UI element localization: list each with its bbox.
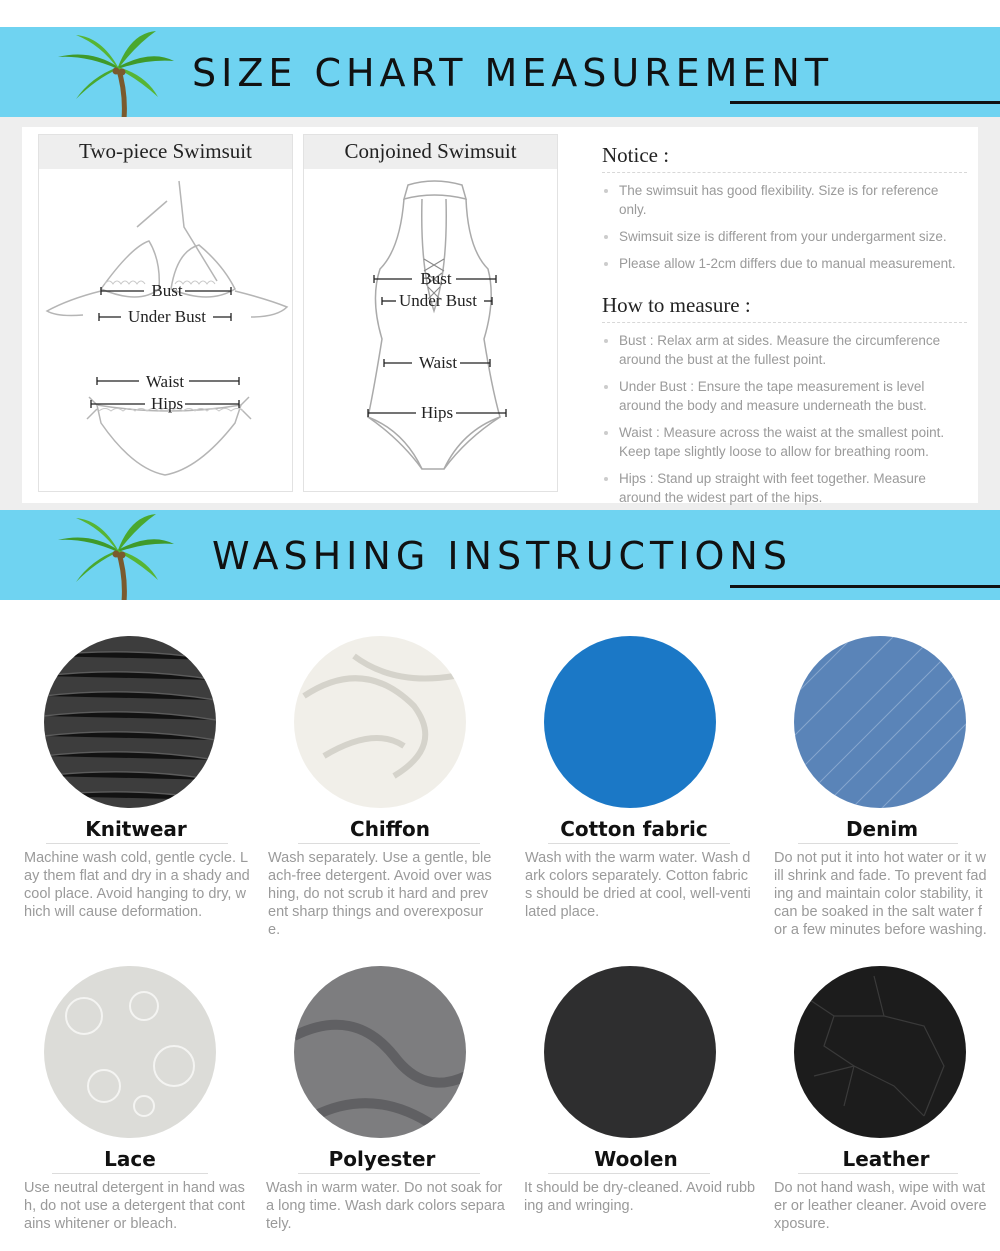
divider — [798, 843, 958, 844]
two-piece-title: Two-piece Swimsuit — [39, 135, 292, 169]
conjoined-under-bust-label: Under Bust — [399, 291, 477, 310]
polyester-description: Wash in warm water. Do not soak for a long time. Wash dark colors separately. — [266, 1180, 505, 1232]
cotton-fabric-description: Wash with the warm water. Wash dark colors separately. Cotton fabrics should be dried at cool, well-ventilated place. — [525, 850, 751, 920]
divider — [548, 843, 730, 844]
knitwear-name: Knitwear — [85, 817, 187, 841]
size-chart-panel — [0, 117, 1000, 510]
title-underline — [730, 101, 1000, 104]
leather-description: Do not hand wash, wipe with water or leather cleaner. Avoid overexposure. — [774, 1180, 987, 1232]
woolen-description: It should be dry-cleaned. Avoid rubbing and wringing. — [524, 1180, 756, 1214]
size-chart-title: SIZE CHART MEASUREMENT — [192, 51, 834, 95]
how-to-item: Waist : Measure across the waist at the smallest point. Keep tape slightly loose to allow for breathing room. — [602, 423, 967, 461]
chiffon-name: Chiffon — [350, 817, 430, 841]
divider — [52, 1173, 208, 1174]
knitwear-swatch — [44, 636, 216, 808]
notice-item: The swimsuit has good flexibility. Size is for reference only. — [602, 181, 967, 219]
two-piece-bust-label: Bust — [151, 281, 183, 300]
how-to-measure-heading: How to measure : — [602, 293, 967, 323]
two-piece-diagram — [39, 169, 292, 491]
conjoined-card — [303, 134, 558, 492]
cotton-fabric-name: Cotton fabric — [560, 817, 708, 841]
chiffon-swatch — [294, 636, 466, 808]
washing-grid — [0, 600, 1000, 1251]
palm-tree-icon — [46, 27, 176, 117]
notice-item: Swimsuit size is different from your undergarment size. — [602, 227, 967, 246]
notice-item: Please allow 1-2cm differs due to manual measurement. — [602, 254, 967, 273]
conjoined-bust-label: Bust — [420, 269, 452, 288]
denim-name: Denim — [845, 817, 919, 841]
polyester-swatch — [294, 966, 466, 1138]
washing-title: WASHING INSTRUCTIONS — [212, 534, 792, 578]
divider — [46, 843, 228, 844]
divider — [798, 1173, 958, 1174]
woolen-swatch — [544, 966, 716, 1138]
two-piece-hips-label: Hips — [150, 394, 184, 413]
notice-heading: Notice : — [602, 143, 967, 173]
lace-swatch — [44, 966, 216, 1138]
two-piece-waist-label: Waist — [145, 372, 185, 391]
title-underline — [730, 585, 1000, 588]
leather-name: Leather — [842, 1147, 930, 1171]
how-to-item: Under Bust : Ensure the tape measurement is level around the body and measure underneath the bust. — [602, 377, 967, 415]
palm-tree-icon — [46, 510, 176, 600]
how-to-item: Hips : Stand up straight with feet together. Measure around the widest part of the hips. — [602, 469, 967, 507]
two-piece-under-bust-label: Under Bust — [128, 307, 206, 326]
conjoined-title: Conjoined Swimsuit — [304, 135, 557, 169]
denim-swatch — [794, 636, 966, 808]
size-chart-banner — [0, 27, 1000, 117]
conjoined-waist-label: Waist — [418, 353, 458, 372]
knitwear-description: Machine wash cold, gentle cycle. Lay them flat and dry in a shady and cool place. Avoid hanging to dry, which will cause deformation. — [24, 850, 250, 920]
cotton-fabric-swatch — [544, 636, 716, 808]
conjoined-diagram — [304, 169, 557, 491]
polyester-name: Polyester — [328, 1147, 436, 1171]
how-to-item: Bust : Relax arm at sides. Measure the circumference around the bust at the fullest point. — [602, 331, 967, 369]
measurement-notes — [602, 143, 967, 515]
leather-swatch — [794, 966, 966, 1138]
woolen-name: Woolen — [594, 1147, 678, 1171]
washing-banner — [0, 510, 1000, 600]
denim-description: Do not put it into hot water or it will shrink and fade. To prevent fading and maintain color stability, it can be soaked in the salt water for a few minutes before washing. — [774, 850, 987, 938]
lace-description: Use neutral detergent in hand wash, do not use a detergent that contains whitener or bleach. — [24, 1180, 245, 1232]
divider — [298, 1173, 480, 1174]
lace-name: Lace — [104, 1147, 156, 1171]
size-chart-content — [22, 127, 978, 503]
two-piece-card — [38, 134, 293, 492]
conjoined-hips-label: Hips — [420, 403, 454, 422]
divider — [298, 843, 480, 844]
chiffon-description: Wash separately. Use a gentle, bleach-free detergent. Avoid over washing, do not scrub it hard and prevent sharp things and overexposure. — [268, 850, 492, 938]
divider — [548, 1173, 710, 1174]
